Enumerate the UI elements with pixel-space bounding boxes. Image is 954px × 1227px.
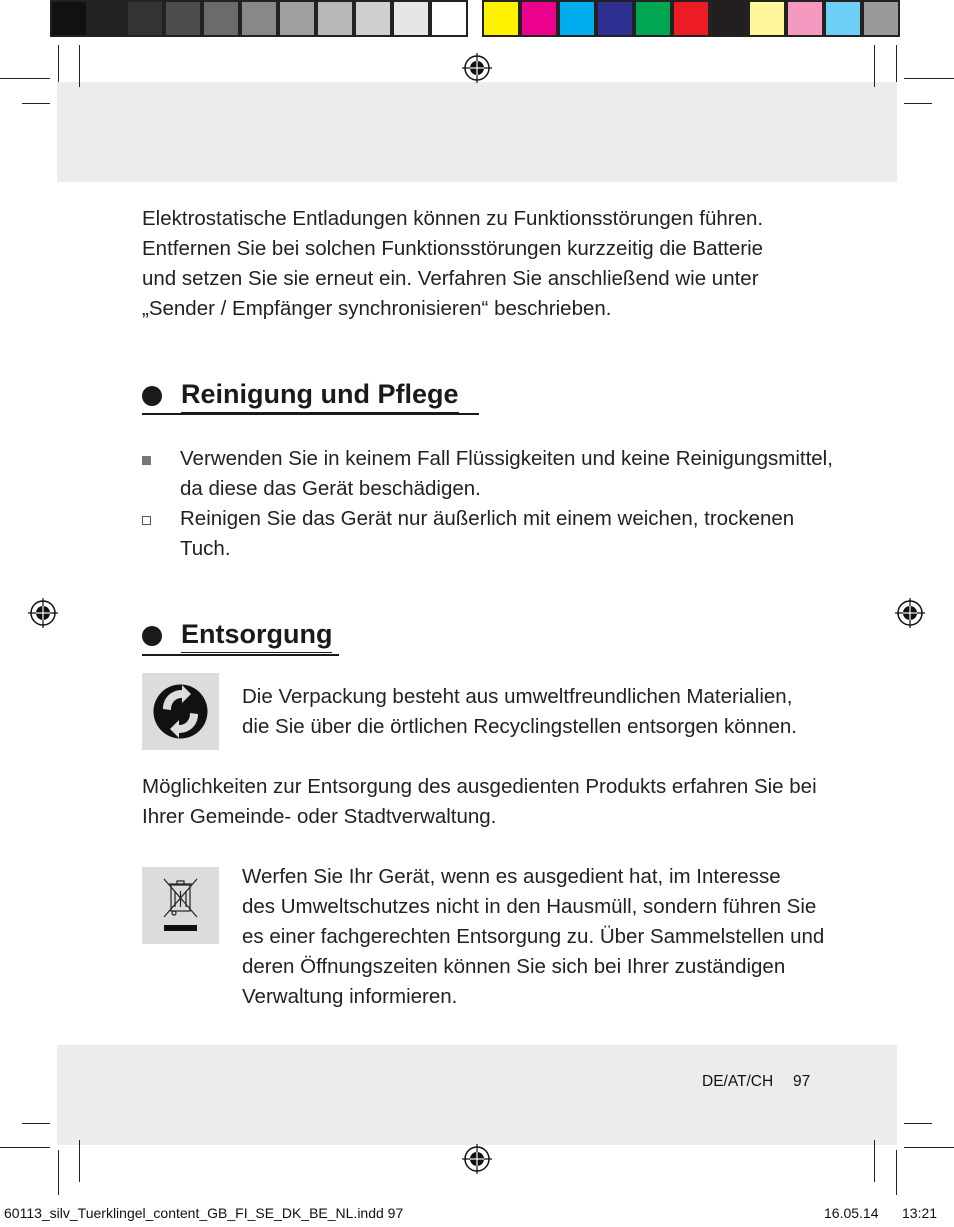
packaging-line: die Sie über die örtlichen Recyclingstellen entsorgen können. [242,715,797,738]
crop-mark [79,45,80,87]
color-swatch [596,0,634,37]
color-swatch [710,0,748,37]
intro-line: Entfernen Sie bei solchen Funktionsstörungen kurzzeitig die Batterie [142,237,764,260]
color-swatch [824,0,862,37]
crop-mark [0,1147,50,1148]
color-swatch [278,0,316,37]
heading-bullet-icon [142,386,162,406]
care-item-line: Verwenden Sie in keinem Fall Flüssigkeiten und keine Reinigungsmittel, [180,447,833,470]
page-number: 97 [793,1073,811,1090]
footer-band [57,1045,897,1145]
weee-icon-box [142,867,219,944]
crop-mark [904,78,954,79]
crop-mark [904,1123,932,1124]
heading-underline [142,413,479,415]
color-swatch [786,0,824,37]
outline-square-bullet-icon [142,516,151,525]
color-swatch [862,0,900,37]
section-title: Entsorgung [181,619,332,653]
crop-mark [22,103,50,104]
color-swatch [126,0,164,37]
care-item-line: Tuch. [180,537,231,560]
color-swatch [634,0,672,37]
heading-underline [142,654,339,656]
crop-mark [58,45,59,82]
filled-square-bullet-icon [142,456,151,465]
gray-swatch-strip [50,0,468,41]
weee-line: des Umweltschutzes nicht in den Hausmüll, sondern führen Sie [242,895,817,918]
slug-date: 16.05.14 [824,1205,879,1221]
registration-mark-icon [28,598,58,628]
crop-mark [904,1147,954,1148]
crop-mark [896,1150,897,1195]
packaging-line: Die Verpackung besteht aus umweltfreundlichen Materialien, [242,685,793,708]
page-locale: DE/AT/CH [702,1073,774,1090]
color-swatch [88,0,126,37]
crop-mark [874,1140,875,1182]
registration-mark-icon [895,598,925,628]
municipal-line: Möglichkeiten zur Entsorgung des ausgedienten Produkts erfahren Sie bei [142,775,817,798]
color-swatch [50,0,88,37]
intro-line: „Sender / Empfänger synchronisieren“ beschrieben. [142,297,612,320]
color-swatch [316,0,354,37]
registration-mark-icon [462,1144,492,1174]
weee-line: Werfen Sie Ihr Gerät, wenn es ausgedient hat, im Interesse [242,865,781,888]
crop-mark [58,1150,59,1195]
intro-line: Elektrostatische Entladungen können zu Funktionsstörungen führen. [142,207,764,230]
care-item-line: da diese das Gerät beschädigen. [180,477,481,500]
slug-time: 13:21 [902,1205,938,1221]
registration-mark-icon [462,53,492,83]
color-swatch [202,0,240,37]
color-swatch [430,0,468,37]
weee-line: Verwaltung informieren. [242,985,458,1008]
crop-mark [0,78,50,79]
section-heading-disposal [142,619,332,653]
intro-line: und setzen Sie sie erneut ein. Verfahren Sie anschließend wie unter [142,267,759,290]
color-swatch [240,0,278,37]
color-swatch [748,0,786,37]
color-swatch-strip [482,0,900,41]
weee-line: es einer fachgerechten Entsorgung zu. Über Sammelstellen und [242,925,825,948]
color-swatch [520,0,558,37]
care-item-line: Reinigen Sie das Gerät nur äußerlich mit einem weichen, trockenen [180,507,795,530]
section-heading-care [142,379,459,413]
heading-bullet-icon [142,626,162,646]
section-title: Reinigung und Pflege [181,379,459,413]
color-swatch [164,0,202,37]
green-dot-recycling-icon [142,673,219,750]
color-swatch [482,0,520,37]
slug-filename: 60113_silv_Tuerklingel_content_GB_FI_SE_DK_BE_NL.indd 97 [4,1205,404,1221]
color-swatch [672,0,710,37]
municipal-line: Ihrer Gemeinde- oder Stadtverwaltung. [142,805,497,828]
crop-mark [904,103,932,104]
crop-mark [896,45,897,82]
crop-mark [22,1123,50,1124]
color-swatch [354,0,392,37]
header-band [57,82,897,182]
color-swatch [392,0,430,37]
crop-mark [874,45,875,87]
recycling-icon-box [142,673,219,750]
crop-mark [79,1140,80,1182]
color-swatch [558,0,596,37]
weee-line: deren Öffnungszeiten können Sie sich bei Ihrer zuständigen [242,955,786,978]
crossed-out-wheelie-bin-icon [142,867,219,944]
